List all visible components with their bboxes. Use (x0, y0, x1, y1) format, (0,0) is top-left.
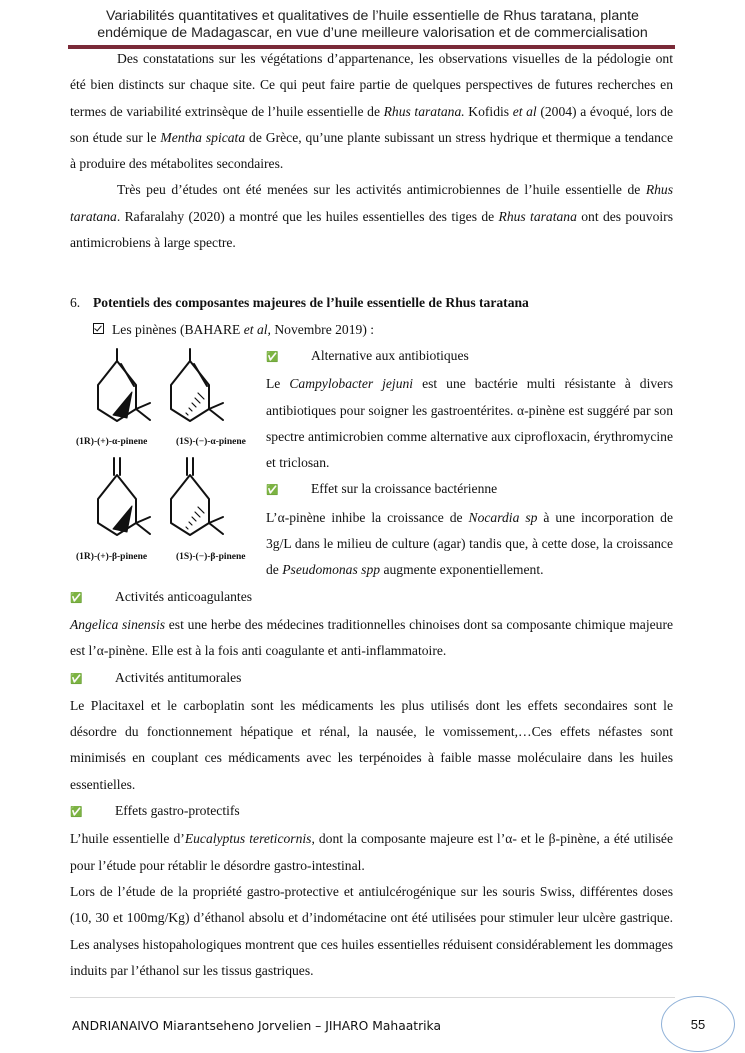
running-header (60, 8, 685, 42)
paragraph-croissance: L’α-pinène inhibe la croissance de Nocardia sp à une incorporation de 3g/L dans le milieu de culture (agar) tandis que, à cette dose, la croissance de Pseudomonas spp augmente exponentiellement. (266, 509, 673, 578)
section-heading: 6. Potentiels des composantes majeures de l’huile essentielle de Rhus taratana (70, 295, 529, 311)
paragraph-antibiotiques: Le Campylobacter jejuni est une bactérie multi résistante à divers antibiotiques pour soigner les gastroentérites. α-pinène est suggéré par son spectre antimicrobien comme alternative aux ciprofloxacin, érythromycine et triclosan. (266, 376, 673, 471)
bullet-icon: ✅ (266, 351, 279, 363)
paragraph-antitumorales: Le Placitaxel et le carboplatin sont les médicaments les plus utilisés dont les effets secondaires sont le désordre du fonctionnement hépatique et rénal, la nausée, le vomissement,…Ces effets néfastes sont minimisés en couplant ces médicaments avec les terpénoides à faible masse moléculaire dans les huiles essentielles. (70, 697, 673, 792)
paragraph-antimicrobial: Très peu d’études ont été menées sur les activités antimicrobiennes de l’huile essentielle de Rhus taratana. Rafaralahy (2020) a montré que les huiles essentielles des tiges de Rhus taratana ont des pouvoirs antimicrobiens à large spectre. (70, 182, 673, 251)
label-1s-beta-pinene: (1S)-(−)-β-pinene (176, 551, 246, 562)
footer-authors: ANDRIANAIVO Miarantseheno Jorvelien – JIHARO Mahaatrika (72, 1019, 442, 1033)
bullet-icon: ✅ (70, 592, 83, 604)
subheading-antibiotiques: ✅ Alternative aux antibiotiques (70, 343, 673, 371)
bullet-icon: ✅ (70, 807, 83, 819)
page-number-badge (661, 996, 735, 1052)
header-line-1: Variabilités quantitatives et qualitatives de l’huile essentielle de Rhus taratana, plante (106, 8, 639, 24)
header-line-2: endémique de Madagascar, en vue d’une meilleure valorisation et de commercialisation (97, 25, 648, 41)
label-1r-beta-pinene: (1R)-(+)-β-pinene (76, 551, 148, 562)
footer-rule (70, 997, 675, 998)
bullet-icon: ✅ (266, 485, 279, 497)
pinenes-line: Les pinènes (BAHARE et al, Novembre 2019) : (70, 317, 673, 343)
pinene-structures-drawing (70, 347, 266, 583)
label-1s-alpha-pinene: (1S)-(−)-α-pinene (176, 436, 246, 447)
paragraph-anticoagulantes: Angelica sinensis est une herbe des médecines traditionnelles chinoises dont sa composante chimique majeure est l’α-pinène. Elle est à la fois anti coagulante et anti-inflammatoire. (70, 616, 674, 659)
pinene-structures-figure (70, 347, 266, 583)
subheading-antitumorales: ✅ Activités antitumorales (70, 665, 673, 693)
paragraph-gastro-study: Lors de l’étude de la propriété gastro-protective et antiulcérogénique sur les souris Swiss, différentes doses (10, 30 et 100mg/Kg) d’éthanol absolu et d’indométacine ont été utilisées pour stimuler leur ulcère gastrique. Les analyses histopahologiques montrent que ces huiles essentielles réduisent considérablement les dommages induits par l’éthanol sur les tissus gastriques. (70, 883, 673, 978)
label-1r-alpha-pinene: (1R)-(+)-α-pinene (76, 436, 148, 447)
subheading-gastro: ✅ Effets gastro-protectifs (70, 798, 673, 826)
page-number: 55 (690, 1017, 706, 1032)
bullet-icon: ✅ (70, 673, 83, 685)
paragraph-gastro: L’huile essentielle d’Eucalyptus tereticornis, dont la composante majeure est l’α- et le β-pinène, a été utilisée pour l’étude pour rétablir le désordre gastro-intestinal. (70, 831, 673, 873)
checkbox-icon (93, 323, 104, 334)
subheading-croissance: ✅ Effet sur la croissance bactérienne (70, 476, 673, 504)
page-body (70, 46, 673, 984)
subheading-anticoagulantes: ✅ Activités anticoagulantes (70, 584, 673, 612)
paragraph-vegetation: Des constatations sur les végétations d’appartenance, les observations visuelles de la pédologie ont été bien distincts sur chaque site. Ce qui peut faire partie de quelques perspectives de futures recherches en termes de variabilité extrinsèque de l’huile essentielle de Rhus taratana. Kofidis et al (2004) a évoqué, lors de son étude sur le Mentha spicata de Grèce, qu’une plante subissant un stress hydrique et thermique a tendance à produire des métabolites secondaires. (70, 51, 673, 172)
